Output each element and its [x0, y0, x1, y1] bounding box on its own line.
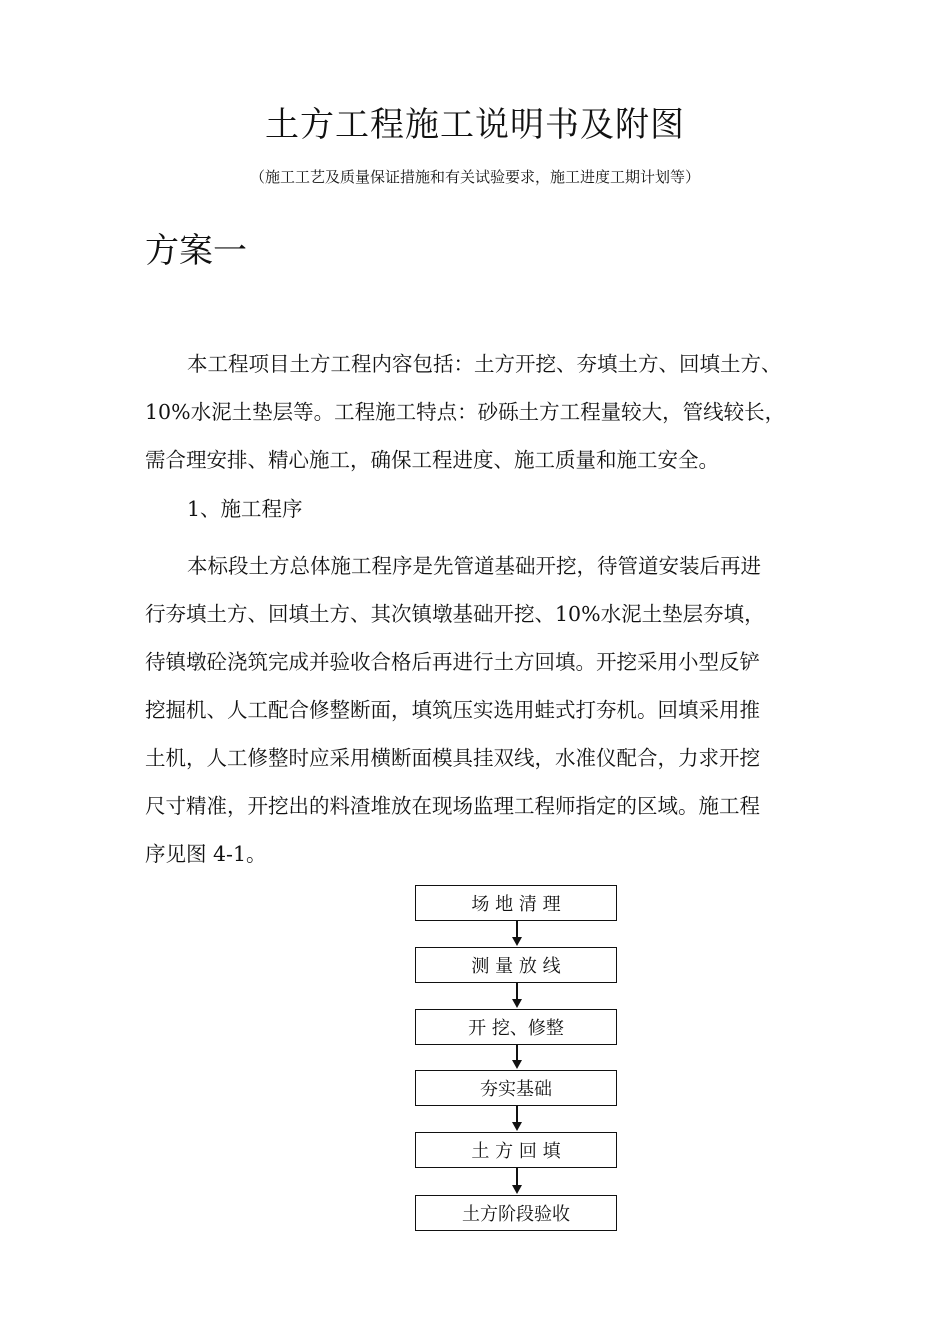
sub-heading-text: 1、施工程序	[187, 497, 303, 521]
procedure-paragraph	[145, 542, 810, 878]
intro-line-1: 本工程项目土方工程内容包括：土方开挖、夯填土方、回填土方、	[187, 352, 782, 376]
sub-heading	[145, 485, 810, 533]
section-heading: 方案一	[145, 231, 247, 271]
intro-line-2: 10%水泥土垫层等。工程施工特点：砂砾土方工程量较大，管线较长，	[145, 400, 786, 424]
flow-arrow-icon	[512, 1185, 522, 1194]
procedure-line-2: 行夯填土方、回填土方、其次镇墩基础开挖、10%水泥土垫层夯填，	[145, 602, 765, 626]
flow-step-stage-acceptance	[415, 1195, 617, 1231]
flow-arrow-icon	[512, 999, 522, 1008]
flow-connector	[516, 921, 518, 937]
procedure-line-7: 序见图 4-1。	[145, 842, 267, 866]
flow-step-compact-foundation	[415, 1070, 617, 1106]
flow-step-survey-layout	[415, 947, 617, 983]
flow-arrow-icon	[512, 937, 522, 946]
flow-step-label: 土方阶段验收	[462, 1204, 570, 1225]
flow-step-label: 场 地 清 理	[471, 894, 561, 915]
flow-connector	[516, 1168, 518, 1185]
procedure-line-1: 本标段土方总体施工程序是先管道基础开挖，待管道安装后再进	[187, 554, 761, 578]
flow-step-label: 测 量 放 线	[471, 956, 561, 977]
procedure-line-3: 待镇墩砼浇筑完成并验收合格后再进行土方回填。开挖采用小型反铲	[145, 650, 760, 674]
intro-line-3: 需合理安排、精心施工，确保工程进度、施工质量和施工安全。	[145, 448, 719, 472]
procedure-line-6: 尺寸精准，开挖出的料渣堆放在现场监理工程师指定的区域。施工程	[145, 794, 760, 818]
intro-paragraph	[145, 340, 810, 484]
procedure-line-5: 土机，人工修整时应采用横断面模具挂双线，水准仪配合，力求开挖	[145, 746, 760, 770]
flow-step-label: 开 挖、修整	[468, 1018, 564, 1039]
page-subtitle: （施工工艺及质量保证措施和有关试验要求，施工进度工期计划等）	[249, 168, 700, 186]
flow-step-label: 土 方 回 填	[471, 1141, 561, 1162]
procedure-line-4: 挖掘机、人工配合修整断面，填筑压实选用蛙式打夯机。回填采用推	[145, 698, 760, 722]
page-title: 土方工程施工说明书及附图	[265, 105, 685, 145]
flow-connector	[516, 1106, 518, 1122]
flow-arrow-icon	[512, 1060, 522, 1069]
flow-arrow-icon	[512, 1122, 522, 1131]
flow-step-backfill	[415, 1132, 617, 1168]
flow-step-excavation-trimming	[415, 1009, 617, 1045]
flow-connector	[516, 1045, 518, 1060]
flow-step-site-clearing	[415, 885, 617, 921]
flow-step-label: 夯实基础	[480, 1079, 552, 1100]
flow-connector	[516, 983, 518, 999]
